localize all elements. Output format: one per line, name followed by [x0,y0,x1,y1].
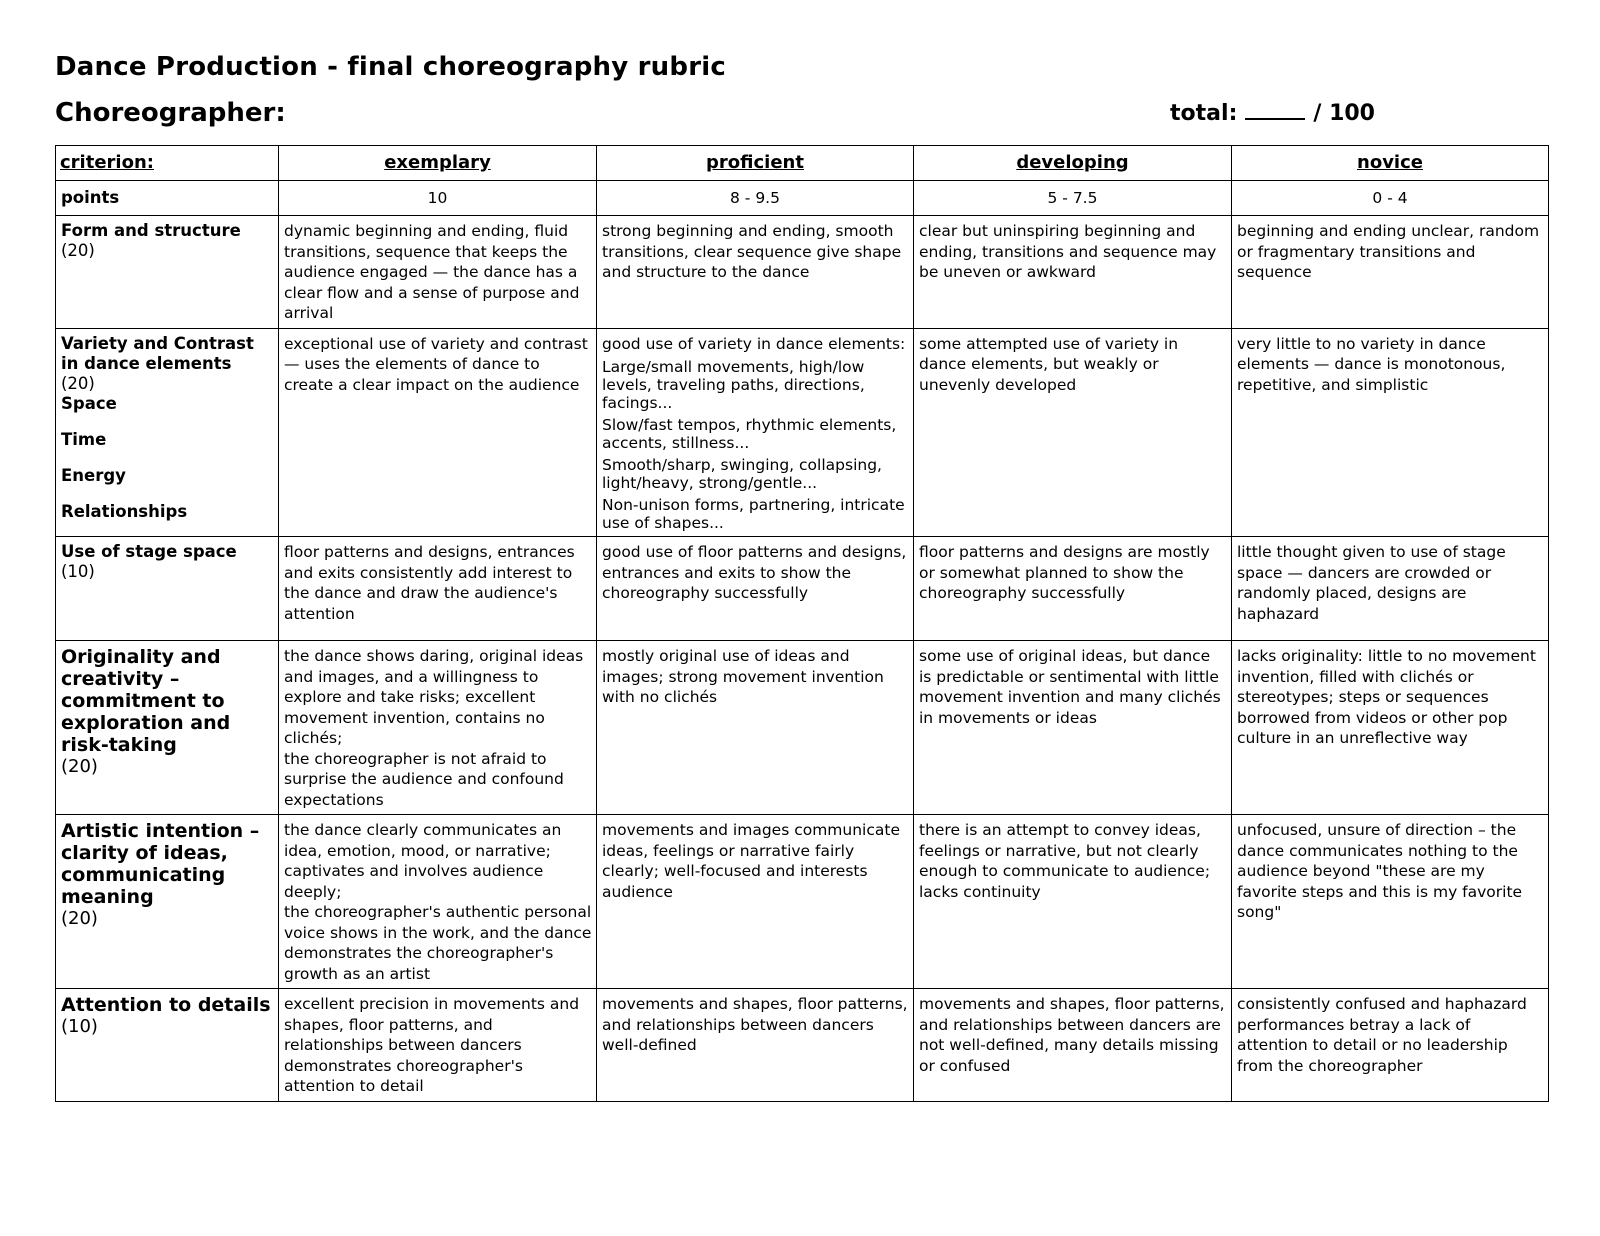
cell-novice: little thought given to use of stage space — dancers are crowded or randomly placed, designs are haphazard [1232,537,1549,641]
proficient-detail-relationships: Non-unison forms, partnering, intricate use of shapes... [602,496,905,532]
page-title: Dance Production - final choreography rubric [55,52,726,82]
cell-developing: clear but uninspiring beginning and ending, transitions and sequence may be uneven or awkward [914,216,1232,329]
cell-proficient [597,328,914,537]
criterion-points: (20) [61,908,98,929]
choreographer-label: Choreographer: [55,98,286,128]
header-line [55,98,1375,134]
sub-element-time: Time [61,429,107,449]
header-exemplary: exemplary [279,146,597,181]
sub-element-energy: Energy [61,465,126,485]
exemplary-text: the dance clearly communicates an idea, emotion, mood, or narrative; [284,821,562,860]
proficient-detail-space: Large/small movements, high/low levels, traveling paths, directions, facings... [602,358,865,412]
exemplary-extra: the choreographer's authentic personal voice shows in the work, and the dance demonstrates the choreographer's growth as an artist [284,903,592,983]
total-blank [1245,100,1305,120]
criterion-cell [56,328,279,537]
criterion-name: Form and structure [61,221,241,240]
header-row [56,146,1549,181]
cell-exemplary: dynamic beginning and ending, fluid transitions, sequence that keeps the audience engaged — the dance has a clear flow and a sense of purpose and arrival [279,216,597,329]
criterion-points: (10) [61,562,95,581]
header-criterion: criterion: [56,146,279,181]
exemplary-extra: the choreographer is not afraid to surprise the audience and confound expectations [284,749,564,809]
table-row [56,537,1549,641]
cell-developing: movements and shapes, floor patterns, and relationships between dancers are not well-defined, many details missing or confused [914,989,1232,1102]
cell-novice: consistently confused and haphazard performances betray a lack of attention to detail or no leadership from the choreographer [1232,989,1549,1102]
rubric-table [55,145,1549,1102]
header-novice: novice [1232,146,1549,181]
cell-developing: some use of original ideas, but dance is predictable or sentimental with little movement invention and many clichés in movements or ideas [914,641,1232,815]
cell-developing: floor patterns and designs are mostly or somewhat planned to show the choreography successfully [914,537,1232,641]
cell-exemplary: exceptional use of variety and contrast — uses the elements of dance to create a clear impact on the audience [279,328,597,537]
cell-proficient: strong beginning and ending, smooth transitions, clear sequence give shape and structure to the dance [597,216,914,329]
points-novice: 0 - 4 [1232,181,1549,216]
total-label: total: [1170,101,1238,126]
cell-novice: beginning and ending unclear, random or fragmentary transitions and sequence [1232,216,1549,329]
exemplary-text: the dance shows daring, original ideas and images, and a willingness to explore and take risks; excellent movement invention, contains no clichés; [284,647,584,747]
header-developing: developing [914,146,1232,181]
table-row [56,641,1549,815]
proficient-detail-energy: Smooth/sharp, swinging, collapsing, light/heavy, strong/gentle... [602,456,882,492]
points-label: points [56,181,279,216]
criterion-name: Variety and Contrast in dance elements [61,333,254,373]
table-row [56,815,1549,989]
cell-novice: unfocused, unsure of direction – the dance communicates nothing to the audience beyond "these are my favorite steps and this is my favorite song" [1232,815,1549,989]
table-row [56,216,1549,329]
cell-exemplary: excellent precision in movements and shapes, floor patterns, and relationships between dancers demonstrates choreographer's attention to detail [279,989,597,1102]
points-row [56,181,1549,216]
cell-proficient: movements and shapes, floor patterns, and relationships between dancers well-defined [597,989,914,1102]
cell-proficient: mostly original use of ideas and images; strong movement invention with no clichés [597,641,914,815]
criterion-points: (20) [61,241,95,260]
points-developing: 5 - 7.5 [914,181,1232,216]
criterion-points: (20) [61,756,98,777]
criterion-name: Originality and creativity – commitment to exploration and risk-taking [61,646,231,756]
criterion-cell [56,989,279,1102]
total-max: / 100 [1313,101,1375,126]
criterion-cell [56,216,279,329]
criterion-name: Attention to details [61,994,271,1016]
cell-exemplary: floor patterns and designs, entrances and exits consistently add interest to the dance and draw the audience's attention [279,537,597,641]
cell-exemplary [279,641,597,815]
criterion-points: (10) [61,1016,98,1037]
criterion-cell [56,641,279,815]
header-proficient: proficient [597,146,914,181]
criterion-name: Artistic intention – clarity of ideas, communicating meaning [61,820,260,908]
exemplary-extra: captivates and involves audience deeply; [284,862,544,901]
sub-element-relationships: Relationships [61,501,188,521]
criterion-cell [56,537,279,641]
cell-novice: lacks originality: little to no movement invention, filled with clichés or stereotypes; steps or sequences borrowed from videos or other pop culture in an unreflective way [1232,641,1549,815]
proficient-intro: good use of variety in dance elements: [602,334,906,353]
cell-proficient: movements and images communicate ideas, feelings or narrative fairly clearly; well-focused and interests audience [597,815,914,989]
criterion-name: Use of stage space [61,542,237,561]
table-row [56,328,1549,537]
points-exemplary: 10 [279,181,597,216]
cell-developing: some attempted use of variety in dance elements, but weakly or unevenly developed [914,328,1232,537]
points-proficient: 8 - 9.5 [597,181,914,216]
total-score [1170,100,1375,126]
cell-developing: there is an attempt to convey ideas, feelings or narrative, but not clearly enough to communicate to audience; lacks continuity [914,815,1232,989]
criterion-points: (20) [61,373,95,393]
criterion-cell [56,815,279,989]
cell-proficient: good use of floor patterns and designs, entrances and exits to show the choreography successfully [597,537,914,641]
proficient-detail-time: Slow/fast tempos, rhythmic elements, accents, stillness... [602,416,897,452]
cell-exemplary [279,815,597,989]
table-row [56,989,1549,1102]
cell-novice: very little to no variety in dance elements — dance is monotonous, repetitive, and simplistic [1232,328,1549,537]
sub-element-space: Space [61,393,117,413]
